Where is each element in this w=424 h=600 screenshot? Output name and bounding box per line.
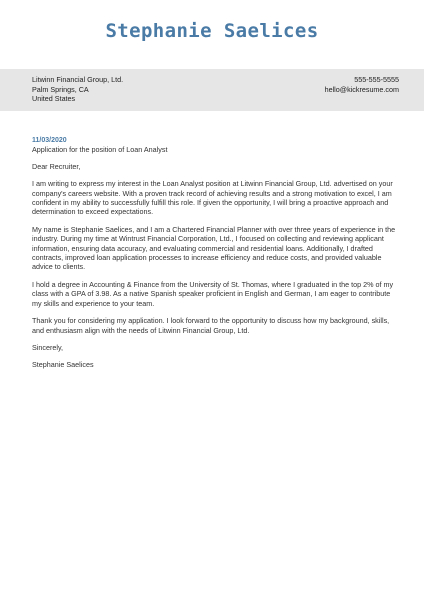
letter-greeting: Dear Recruiter,: [32, 161, 81, 171]
recipient-company: Litwinn Financial Group, Ltd.: [32, 75, 124, 84]
recipient-address: [32, 75, 123, 104]
contact-info: [325, 75, 399, 94]
applicant-name: Stephanie Saelices: [105, 20, 319, 42]
contact-email: hello@kickresume.com: [324, 84, 399, 94]
contact-phone: 555-555-5555: [354, 75, 399, 84]
letter-paragraph-2: My name is Stephanie Saelices, and I am a Chartered Financial Planner with over three years of experience in the industry. During my time at Wintrust Financial Corporation, Ltd., I focused on collecting and reviewing applicant information, ensuring data accuracy, and evaluating commercial and residential loans. Additionally, I drafted contracts, improved loan application processes to increase efficiency and reduce costs, and provided valuable advice to clients.: [32, 224, 396, 272]
recipient-country: United States: [32, 94, 76, 104]
letter-subject: Application for the position of Loan Analyst: [32, 145, 168, 155]
letter-paragraph-3: I hold a degree in Accounting & Finance from the University of St. Thomas, where I graduated in the top 2% of my class with a GPA of 3.98. As a native Spanish speaker proficient in English and German, I am eager to contribute my skills and experience to your team.: [32, 279, 394, 308]
letter-date: 11/03/2020: [32, 137, 67, 144]
recipient-city: Palm Springs, CA: [32, 84, 89, 94]
letter-closing: Sincerely,: [32, 342, 64, 352]
letter-paragraph-1: I am writing to express my interest in the Loan Analyst position at Litwinn Financial Group, Ltd. advertised on your company's careers website. With a proven track record of achieving results and a strong motivation to excel, I am confident in my ability to successfully fulfill this role. If given the opportunity, I will bring a proactive approach and determination to exceed expectations.: [32, 179, 393, 217]
header-band: [0, 69, 424, 111]
letter-paragraph-4: Thank you for considering my application. I look forward to the opportunity to discuss how my background, skills, and enthusiasm align with the needs of Litwinn Financial Group, Ltd.: [32, 316, 390, 335]
letter-body: [32, 136, 398, 370]
letter-signature: Stephanie Saelices: [32, 360, 94, 370]
